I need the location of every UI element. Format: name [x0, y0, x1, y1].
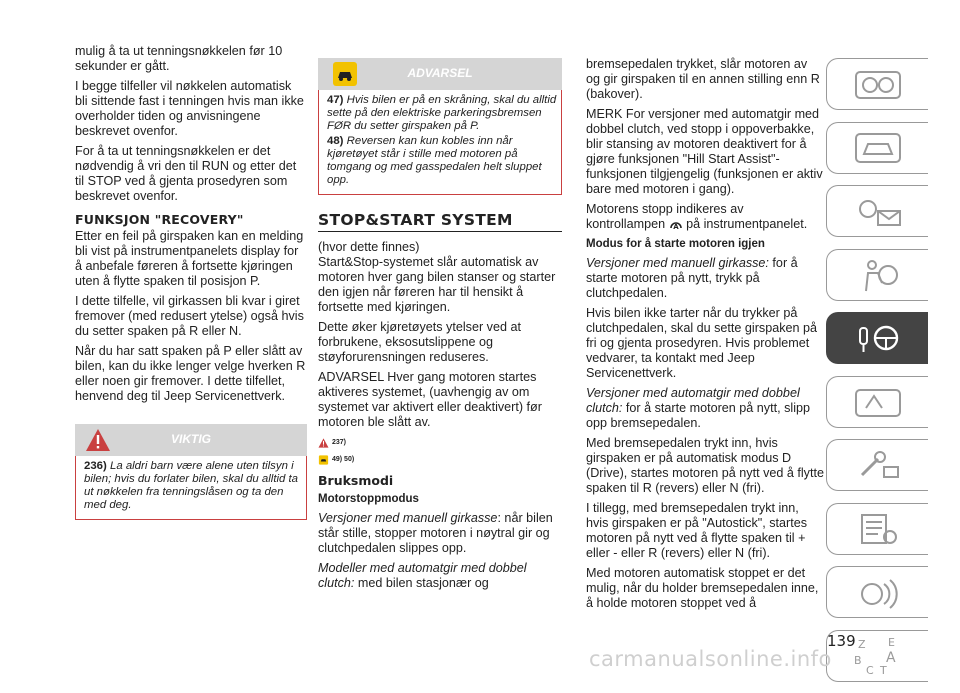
chapter-tab-safety[interactable] — [826, 249, 928, 301]
checklist-icon — [848, 509, 908, 549]
column-middle — [318, 44, 562, 596]
reference-row — [318, 435, 562, 450]
notice-advarsel — [318, 58, 562, 195]
subheading-bruksmodi: Bruksmodi — [318, 473, 394, 488]
chapter-tab-car-info[interactable] — [826, 122, 928, 174]
car-dashboard-icon — [848, 64, 908, 104]
note-text: La aldri barn være alene uten tilsyn i bilen; hvis du forlater bilen, skal du alltid ta ut nøkkelen fra tenningslåsen og ta den med deg. — [84, 460, 299, 511]
note-text: Hvis bilen er på en skråning, skal du alltid sette på den elektriske parkeringsbremsen FØR du setter girspaken på P. — [327, 94, 557, 132]
paragraph: Hvis bilen ikke tarter når du trykker på clutchpedalen, skal du sette girspaken på fri og gjenta prosedyren. Hvis problemet vedvarer, ta kontakt med Jeep Servicenettverk. — [586, 306, 818, 380]
key-steering-wheel-icon — [848, 318, 908, 358]
paragraph: I dette tilfelle, vil girkassen bli kvar i giret fremover (med redusert ytelse) også hvis du setter spaken på R eller N. — [75, 294, 304, 338]
paragraph: ADVARSEL Hver gang motoren startes aktiveres systemet, (uavhengig av om systemet var aktivert eller deaktivert) før motoren ble slått av. — [318, 370, 542, 429]
section-title-stop-start: STOP&START SYSTEM — [318, 211, 513, 229]
paragraph: Når du har satt spaken på P eller slått av bilen, kan du ikke lenger velge hverken R eller noen gir fremover. I dette tilfellet, henvend deg til Jeep Servicenettverk. — [75, 344, 306, 403]
notice-title: VIKTIG — [170, 432, 211, 446]
index-letter: Z — [857, 637, 866, 651]
tools-icon — [848, 445, 908, 485]
chapter-tab-maintenance[interactable] — [826, 503, 928, 555]
auto-stop-indicator-icon — [669, 219, 683, 231]
car-lights-mail-icon — [848, 191, 908, 231]
chapter-tab-dashboard[interactable] — [826, 58, 928, 110]
divider — [318, 231, 562, 232]
subheading-restart-mode: Modus for å starte motoren igjen — [586, 238, 765, 250]
paragraph: Med bremsepedalen trykt inn, hvis girspaken er på automatisk modus D (Drive), startes motoren på nytt ved å flytte spaken til R (revers) eller N (fri). — [586, 436, 824, 495]
reference-row — [318, 452, 562, 467]
chapter-tab-starting-driving[interactable] — [826, 312, 928, 364]
reference-number: 237) — [332, 439, 347, 446]
index-letter: T — [879, 663, 887, 677]
watermark: carmanualsonline.info — [589, 647, 832, 671]
note-number: 48) — [327, 135, 344, 147]
subheading-motorstoppmodus: Motorstoppmodus — [318, 493, 419, 505]
notice-body — [318, 90, 562, 195]
car-warning-icon — [318, 455, 329, 465]
paragraph: Etter en feil på girspaken kan en melding bli vist på instrumentpanelets display for å anbefale føreren å fortsette kjøringen uten å flytte spaken til posisjon P. — [75, 229, 304, 288]
paragraph: Motorens stopp indikeres av kontrollampen A på instrumentpanelet. — [586, 202, 808, 231]
paragraph: Med motoren automatisk stoppet er det mulig, når du holder bremsepedalen inne, å holde motoren stoppet ved å — [586, 566, 819, 610]
notice-header — [75, 424, 307, 456]
warning-triangle-icon — [318, 438, 329, 448]
paragraph: (hvor dette finnes) — [318, 240, 420, 254]
paragraph: For å ta ut tenningsnøkkelen er det nødvendig å vri den til RUN og etter det til STOP ved å gjenta prosedyren som beskrevet ovenfor. — [75, 144, 297, 203]
paragraph: Versjoner med automatgir med dobbel clutch: for å starte motoren på nytt, slipp opp bremsepedalen. — [586, 386, 811, 430]
notice-viktig — [75, 424, 307, 520]
section-heading-recovery: FUNKSJON "RECOVERY" — [75, 212, 244, 227]
paragraph: bremsepedalen trykket, slår motoren av og gir girspaken til en annen stilling enn R (bakover). — [586, 57, 820, 101]
reference-number: 49) 50) — [332, 456, 355, 463]
note-text: Reversen kan kun kobles inn når kjøretøyet står i stille med motoren på tomgang og med gasspedalen helt sluppet opp. — [327, 135, 542, 186]
note-number: 236) — [84, 460, 107, 472]
index-letter: B — [853, 653, 862, 667]
car-service-icon — [848, 382, 908, 422]
notice-header — [318, 58, 562, 90]
paragraph: I begge tilfeller vil nøkkelen automatisk bli sittende fast i tenningen hvis man ikke overholder tiden og anvisningene beskrevet ovenfor. — [75, 79, 304, 138]
index-letter: C — [865, 663, 874, 677]
paragraph: Versjoner med manuell girkasse: for å starte motoren på nytt, trykk på clutchpedalen. — [586, 256, 798, 300]
car-info-icon — [848, 128, 908, 168]
column-left — [75, 44, 307, 520]
page-number: 139 — [827, 632, 856, 650]
column-right — [586, 57, 824, 616]
chapter-tabs — [826, 58, 928, 693]
note-number: 47) — [327, 94, 344, 106]
index-letter: E — [887, 635, 895, 649]
paragraph: MERK For versjoner med automatgir med dobbel clutch, ved stopp i oppoverbakke, blir stansing av motoren deaktivert for å gjøre funksjonen "Hill Start Assist"- funksjonen tilgjengelig (funksjonen er aktiv bare med motoren i gang). — [586, 107, 823, 196]
notice-title: ADVARSEL — [407, 66, 473, 80]
svg-text:A: A — [672, 222, 679, 231]
paragraph: mulig å ta ut tenningsnøkkelen før 10 sekunder er gått. — [75, 44, 283, 73]
paragraph: Modeller med automatgir med dobbel clutch: med bilen stasjonær og — [318, 561, 527, 590]
chapter-tab-emergency[interactable] — [826, 439, 928, 491]
airbag-safety-icon — [848, 255, 908, 295]
paragraph: Start&Stop-systemet slår automatisk av motoren hver gang bilen stanser og starter den igjen når føreren har til hensikt å fortsette med kjøringen. — [318, 255, 556, 314]
multimedia-icon — [848, 572, 908, 612]
paragraph: I tillegg, med bremsepedalen trykt inn, hvis girspaken er på "Autostick", startes motoren på nytt ved å flytte spaken til + eller - eller R (revers) eller N (fri). — [586, 501, 808, 560]
chapter-tab-warnings[interactable] — [826, 376, 928, 428]
notice-body — [75, 456, 307, 520]
paragraph: Versjoner med manuell girkasse: når bilen står stille, stopper motoren i nøytral gir og clutchpedalen slippes opp. — [318, 511, 553, 555]
chapter-tab-lights[interactable] — [826, 185, 928, 237]
paragraph: Dette øker kjøretøyets ytelser ved at forbrukene, eksosutslippene og støyforurensningen reduseres. — [318, 320, 521, 364]
index-letter: A — [885, 649, 896, 666]
alphabet-index-icon — [848, 634, 908, 678]
chapter-tab-multimedia[interactable] — [826, 566, 928, 618]
